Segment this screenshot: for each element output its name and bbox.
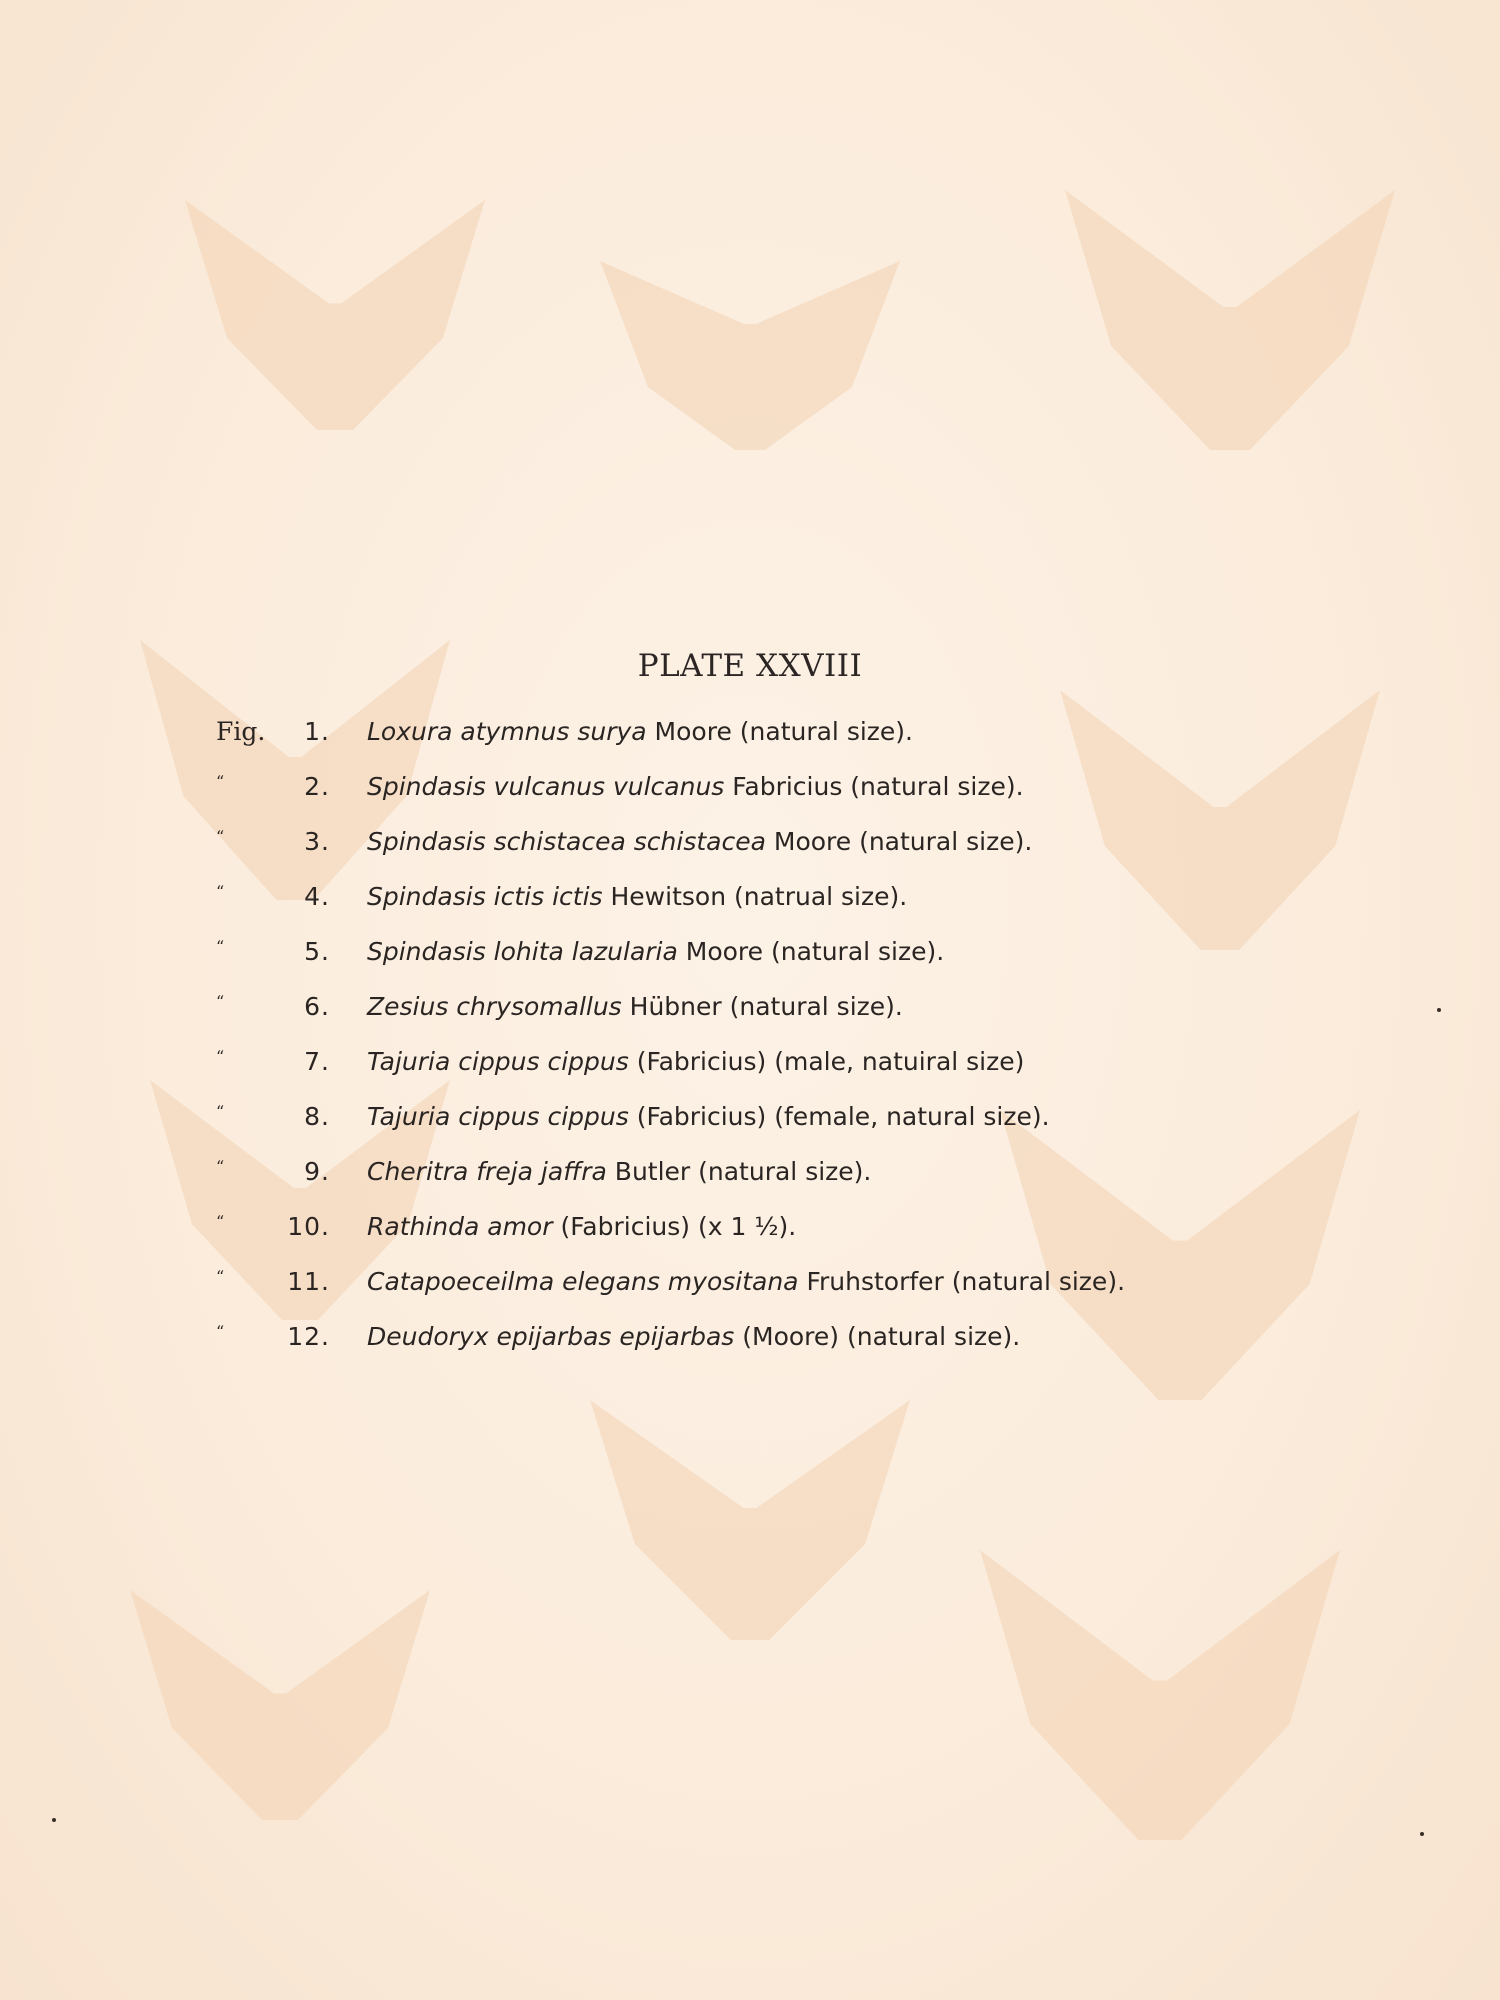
species-name: Rathinda amor (367, 1212, 553, 1241)
species-name: Loxura atymnus surya (367, 717, 647, 746)
figure-caption-rest: (Moore) (natural size). (734, 1322, 1021, 1351)
figure-caption-rest: Butler (natural size). (606, 1157, 872, 1186)
list-item (0, 877, 1500, 917)
species-name: Spindasis ictis ictis (367, 882, 603, 911)
figure-caption-rest: Fruhstorfer (natural size). (798, 1267, 1126, 1296)
show-through-butterfly (590, 1400, 910, 1640)
figure-number: 10. (287, 1212, 330, 1241)
figure-number: 1. (304, 717, 330, 746)
figure-number: 4. (304, 882, 330, 911)
figure-caption (367, 1262, 1125, 1302)
ditto-mark: “ (216, 827, 225, 846)
figure-caption (367, 1317, 1020, 1357)
figure-caption (367, 1097, 1050, 1137)
speck (1420, 1832, 1424, 1836)
figure-caption (367, 1042, 1024, 1082)
figure-caption-rest: Hübner (natural size). (621, 992, 903, 1021)
species-name: Tajuria cippus cippus (367, 1102, 629, 1131)
figure-number: 5. (304, 937, 330, 966)
species-name: Deudoryx epijarbas epijarbas (367, 1322, 735, 1351)
figure-caption-rest: Moore (natural size). (765, 827, 1033, 856)
figure-caption-rest: Fabricius (natural size). (724, 772, 1024, 801)
show-through-butterfly (185, 200, 485, 430)
figure-caption-rest: Moore (natural size). (677, 937, 945, 966)
figure-caption (367, 932, 944, 972)
show-through-butterfly (1065, 190, 1395, 450)
list-item (0, 1152, 1500, 1192)
figure-prefix: Fig. (216, 717, 266, 746)
ditto-mark: “ (216, 937, 225, 956)
figure-number: 11. (287, 1267, 330, 1296)
show-through-butterfly (980, 1550, 1340, 1840)
list-item (0, 1262, 1500, 1302)
species-name: Spindasis vulcanus vulcanus (367, 772, 725, 801)
figure-caption-rest: Hewitson (natrual size). (602, 882, 908, 911)
figure-caption (367, 712, 913, 752)
ditto-mark: “ (216, 992, 225, 1011)
plate-title: PLATE XXVIII (637, 648, 863, 684)
speck (52, 1818, 56, 1822)
figure-caption-rest: (Fabricius) (female, natural size). (628, 1102, 1050, 1131)
species-name: Tajuria cippus cippus (367, 1047, 629, 1076)
figure-caption (367, 1152, 871, 1192)
figure-caption-rest: (Fabricius) (male, natuiral size) (628, 1047, 1025, 1076)
ditto-mark: “ (216, 772, 225, 791)
figure-caption (367, 767, 1024, 807)
species-name: Cheritra freja jaffra (367, 1157, 607, 1186)
figure-number: 2. (304, 772, 330, 801)
figure-caption (367, 987, 903, 1027)
figure-caption-rest: Moore (natural size). (646, 717, 914, 746)
figure-number: 8. (304, 1102, 330, 1131)
speck (1437, 1008, 1441, 1012)
list-item (0, 1207, 1500, 1247)
ditto-mark: “ (216, 1102, 225, 1121)
figure-number: 12. (287, 1322, 330, 1351)
list-item (0, 767, 1500, 807)
species-name: Catapoeceilma elegans myositana (367, 1267, 799, 1296)
ditto-mark: “ (216, 882, 225, 901)
figure-number: 7. (304, 1047, 330, 1076)
figure-caption-rest: (Fabricius) (x 1 ½). (552, 1212, 797, 1241)
ditto-mark: “ (216, 1267, 225, 1286)
figure-number: 9. (304, 1157, 330, 1186)
species-name: Spindasis schistacea schistacea (367, 827, 766, 856)
species-name: Zesius chrysomallus (367, 992, 622, 1021)
list-item (0, 822, 1500, 862)
figure-caption (367, 822, 1032, 862)
ditto-mark: “ (216, 1212, 225, 1231)
figure-caption (367, 1207, 796, 1247)
figure-number: 3. (304, 827, 330, 856)
list-item (0, 932, 1500, 972)
species-name: Spindasis lohita lazularia (367, 937, 678, 966)
ditto-mark: “ (216, 1322, 225, 1341)
ditto-mark: “ (216, 1047, 225, 1066)
figure-number: 6. (304, 992, 330, 1021)
figure-caption (367, 877, 907, 917)
list-item (0, 987, 1500, 1027)
list-item (0, 1042, 1500, 1082)
ditto-mark: “ (216, 1157, 225, 1176)
list-item (0, 1317, 1500, 1357)
list-item (0, 1097, 1500, 1137)
show-through-butterfly (130, 1590, 430, 1820)
show-through-butterfly (600, 240, 900, 450)
list-item (0, 712, 1500, 752)
